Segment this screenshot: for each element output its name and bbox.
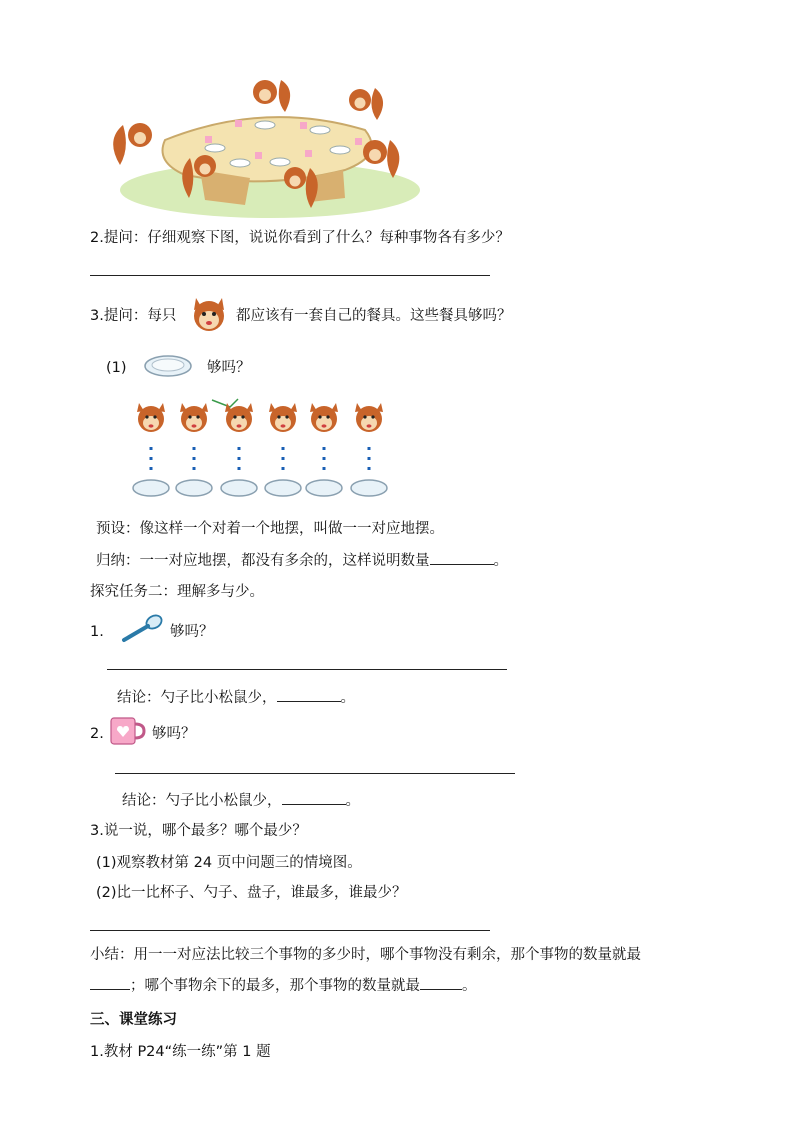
spoon-icon (118, 612, 164, 646)
dotted-connectors (151, 447, 369, 475)
squirrel-table-illustration (105, 70, 425, 220)
spoon-conclusion: 结论：勺子比小松鼠少， 。 (117, 687, 355, 708)
section-heading-practice: 三、课堂练习 (90, 1012, 177, 1028)
question-2: 2.提问：仔细观察下图，说说你看到了什么？每种事物各有多少？ (90, 230, 510, 246)
task-2-heading: 探究任务二：理解多与少。 (90, 584, 264, 600)
part-1-number: (1) (106, 360, 127, 376)
part-1-question: 够吗？ (207, 360, 251, 376)
question-3-prefix: 3.提问：每只 (90, 308, 177, 324)
cup-number: 2. (90, 726, 104, 742)
section-3-item-1: (1)观察教材第 24 页中问题三的情境图。 (96, 855, 362, 871)
correspondence-figure (130, 395, 390, 503)
cup-icon (108, 714, 146, 750)
spoon-question: 够吗？ (170, 624, 214, 640)
least-blank (420, 975, 462, 990)
summary-line: 归纳：一一对应地摆，都没有多余的，这样说明数量 。 (96, 550, 508, 571)
question-3-suffix: 都应该有一套自己的餐具。这些餐具够吗？ (236, 308, 512, 324)
summary-blank (430, 550, 494, 565)
summary-text: 归纳：一一对应地摆，都没有多余的，这样说明数量 (96, 553, 430, 569)
spoon-number: 1. (90, 624, 104, 640)
section-3-item-2: (2)比一比杯子、勺子、盘子，谁最多，谁最少？ (96, 885, 407, 901)
most-blank (90, 975, 130, 990)
xiaojie-line-1: 小结：用一一对应法比较三个事物的多少时，哪个事物没有剩余，那个事物的数量就最 (90, 947, 641, 963)
spoon-conclusion-blank (277, 687, 341, 702)
section-3-title: 3.说一说，哪个最多？哪个最少？ (90, 823, 307, 839)
answer-line-cup (115, 773, 515, 774)
answer-line-compare (90, 930, 490, 931)
answer-line-spoon (107, 669, 507, 670)
exercise-1: 1.教材 P24“练一练”第 1 题 (90, 1044, 271, 1060)
cup-conclusion: 结论：勺子比小松鼠少， 。 (122, 790, 360, 811)
plate-row (133, 480, 387, 496)
answer-line-q2 (90, 275, 490, 276)
cup-conclusion-blank (282, 790, 346, 805)
cup-question: 够吗？ (152, 726, 196, 742)
plate-icon (143, 353, 193, 379)
preset-text: 预设：像这样一个对着一个地摆，叫做一一对应地摆。 (96, 521, 444, 537)
squirrel-head-icon (188, 292, 230, 334)
squirrel-row (137, 403, 383, 432)
xiaojie-line-2: ；哪个事物余下的最多，那个事物的数量就最 。 (90, 975, 477, 996)
